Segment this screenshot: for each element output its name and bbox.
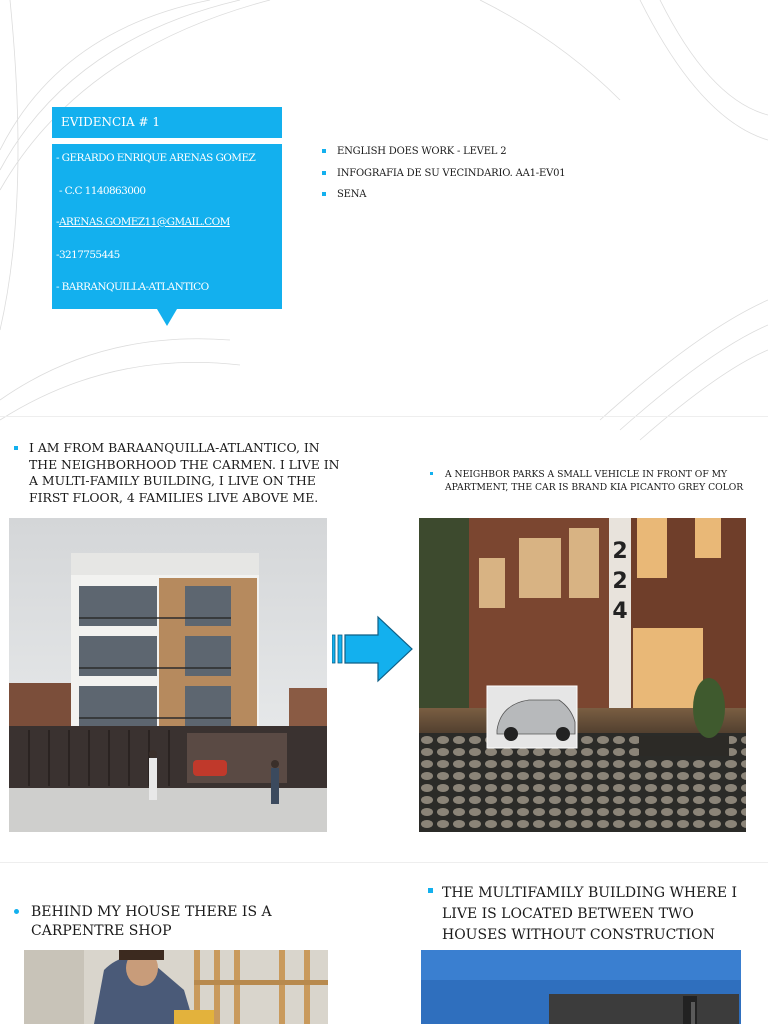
contact-info-box (52, 144, 282, 309)
evidence-title: EVIDENCIA # 1 (52, 107, 282, 138)
course-item-label: ENGLISH DOES WORK - LEVEL 2 (337, 146, 507, 157)
contact-phone: -3217755445 (56, 249, 120, 261)
contact-email-prefix: - (56, 216, 59, 228)
arrow-right-icon (332, 615, 414, 683)
list-item (322, 144, 565, 166)
building-number: 2 2 4 (612, 539, 628, 624)
bullet-icon (14, 909, 19, 914)
carpentry-photo (24, 950, 328, 1024)
carpentry-description (14, 903, 314, 941)
list-item (322, 166, 565, 188)
contact-name: - GERARDO ENRIQUE ARENAS GOMEZ (56, 152, 256, 164)
bullet-icon (322, 192, 326, 196)
list-item (322, 187, 565, 209)
building-photo (9, 518, 327, 832)
neighborhood-description (14, 440, 344, 506)
course-list (322, 144, 565, 209)
bullet-icon (430, 472, 433, 475)
multifamily-text: THE MULTIFAMILY BUILDING WHERE I LIVE IS LOCATED BETWEEN TWO HOUSES WITHOUT CONSTRUCTION (442, 885, 738, 943)
house-photo (421, 950, 741, 1024)
bullet-icon (322, 171, 326, 175)
slide-divider (0, 862, 768, 863)
neighborhood-text: I AM FROM BARAANQUILLA-ATLANTICO, IN THE NEIGHBORHOOD THE CARMEN. I LIVE IN A MULTI-FAMILY BUILDING, I LIVE ON THE FIRST FLOOR, 4 FAMILIES LIVE ABOVE ME. (29, 440, 340, 505)
contact-city: - BARRANQUILLA-ATLANTICO (56, 281, 209, 293)
bullet-icon (14, 446, 18, 450)
location-description (428, 883, 748, 946)
street-photo (419, 518, 746, 832)
contact-email-link[interactable]: ARENAS.GOMEZ11@GMAIL.COM (58, 216, 230, 228)
bullet-icon (428, 888, 433, 893)
neighbor-car-description (430, 469, 760, 494)
bullet-icon (322, 149, 326, 153)
callout-pointer (157, 309, 177, 326)
neighbor-text: A NEIGHBOR PARKS A SMALL VEHICLE IN FRONT OF MY APARTMENT, THE CAR IS BRAND KIA PICANTO GREY COLOR (445, 469, 744, 493)
course-item-label: SENA (337, 189, 367, 200)
behind-text: BEHIND MY HOUSE THERE IS A CARPENTRE SHOP (31, 904, 272, 939)
course-item-label: INFOGRAFIA DE SU VECINDARIO. AA1-EV01 (337, 167, 566, 179)
contact-email-row (56, 216, 230, 228)
contact-id: - C.C 1140863000 (59, 185, 146, 197)
slide-divider (0, 416, 768, 417)
